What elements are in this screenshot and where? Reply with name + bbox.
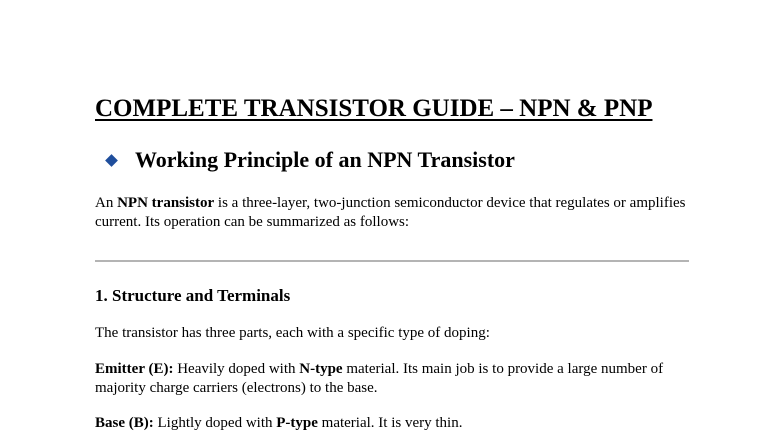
- base-bold-term: P-type: [276, 415, 318, 431]
- parts-intro-paragraph: The transistor has three parts, each with a specific type of doping:: [95, 325, 490, 341]
- horizontal-divider: [95, 260, 689, 262]
- emitter-text-a: Heavily doped with: [173, 361, 300, 377]
- emitter-bold-term: N-type: [299, 361, 343, 377]
- base-paragraph: [95, 414, 695, 433]
- document-title: COMPLETE TRANSISTOR GUIDE – NPN & PNP: [95, 95, 653, 122]
- emitter-label: Emitter (E):: [95, 361, 174, 377]
- diamond-bullet-icon: [105, 154, 118, 167]
- base-label: Base (B):: [95, 415, 154, 431]
- section-heading-text: Working Principle of an NPN Transistor: [135, 147, 515, 172]
- intro-post: is a three-layer, two-junction semiconductor device that regulates or amplifies current. Its operation can be summarized as follows:: [95, 195, 686, 230]
- emitter-text-b: material. Its main job is to provide a large number of majority charge carriers (electrons) to the base.: [95, 361, 664, 396]
- base-text-a: Lightly doped with: [153, 415, 277, 431]
- subsection-heading: 1. Structure and Terminals: [95, 286, 291, 305]
- intro-paragraph: [95, 194, 695, 232]
- intro-pre: An: [95, 195, 118, 211]
- section-heading: [105, 147, 515, 173]
- base-text-b: material. It is very thin.: [317, 415, 463, 431]
- emitter-paragraph: [95, 360, 695, 398]
- intro-bold-term: NPN transistor: [117, 195, 215, 211]
